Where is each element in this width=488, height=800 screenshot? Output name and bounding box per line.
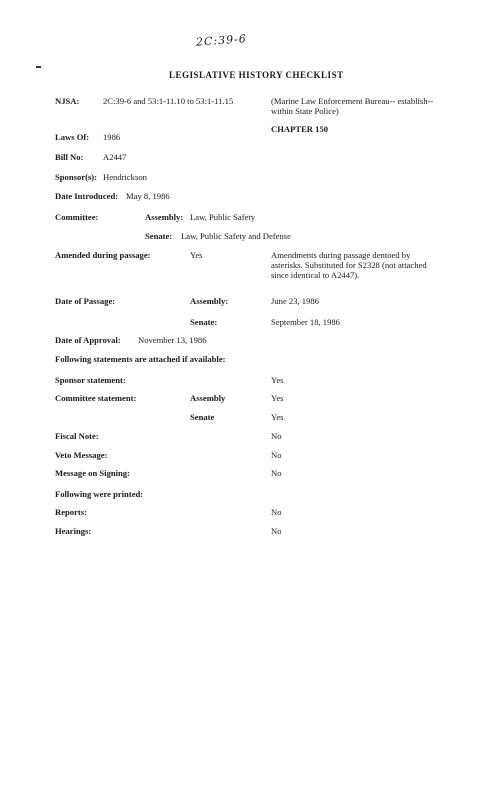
date-introduced-label: Date Introduced:	[55, 191, 119, 201]
fiscal-note-value: No	[271, 431, 282, 441]
approval-label: Date of Approval:	[55, 335, 121, 345]
message-on-signing-value: No	[271, 468, 282, 478]
passage-senate-value: September 18, 1986	[271, 317, 340, 327]
passage-senate-label: Senate:	[190, 317, 218, 327]
committee-senate-value: Law, Public Safety and Defense	[181, 231, 291, 241]
margin-mark	[36, 66, 41, 68]
sponsors-label: Sponsor(s):	[55, 172, 98, 182]
committee-statement-assembly-value: Yes	[271, 393, 284, 403]
amended-value: Yes	[190, 250, 203, 260]
njsa-value: 2C:39-6 and 53:1-11.10 to 53:1-11.15	[103, 96, 234, 106]
njsa-description: (Marine Law Enforcement Bureau-- establish-- within State Police)	[271, 96, 434, 116]
laws-of-value: 1986	[103, 132, 121, 142]
passage-assembly-value: June 23, 1986	[271, 296, 319, 306]
passage-assembly-label: Assembly:	[190, 296, 229, 306]
hearings-label: Hearings:	[55, 526, 92, 536]
message-on-signing-label: Message on Signing:	[55, 468, 130, 478]
committee-assembly-label: Assembly:	[145, 212, 184, 222]
passage-label: Date of Passage:	[55, 296, 116, 306]
committee-statement-senate-label: Senate	[190, 412, 215, 422]
amended-note: Amendments during passage dentoed by asterisks. Substituted for S2328 (not attached since identical to A2447).	[271, 250, 427, 280]
laws-of-label: Laws Of:	[55, 132, 90, 142]
attached-heading: Following statements are attached if available:	[55, 354, 226, 364]
date-introduced-value: May 8, 1986	[126, 191, 170, 201]
sponsor-statement-label: Sponsor statement:	[55, 375, 126, 385]
handwritten-code: 2C:39-6	[195, 32, 248, 49]
printed-heading: Following were printed:	[55, 489, 144, 499]
sponsor-statement-value: Yes	[271, 375, 284, 385]
chapter-number: CHAPTER 150	[271, 124, 329, 134]
committee-label: Committee:	[55, 212, 99, 222]
fiscal-note-label: Fiscal Note:	[55, 431, 99, 441]
approval-value: November 13, 1986	[138, 335, 207, 345]
bill-no-label: Bill No:	[55, 152, 84, 162]
committee-senate-label: Senate:	[145, 231, 173, 241]
committee-statement-label: Committee statement:	[55, 393, 137, 403]
page-title: LEGISLATIVE HISTORY CHECKLIST	[169, 70, 344, 80]
veto-message-label: Veto Message:	[55, 450, 108, 460]
reports-value: No	[271, 507, 282, 517]
njsa-label: NJSA:	[55, 96, 80, 106]
veto-message-value: No	[271, 450, 282, 460]
amended-label: Amended during passage:	[55, 250, 151, 260]
sponsors-value: Hendrickson	[103, 172, 147, 182]
reports-label: Reports:	[55, 507, 87, 517]
bill-no-value: A2447	[103, 152, 127, 162]
committee-statement-senate-value: Yes	[271, 412, 284, 422]
committee-assembly-value: Law, Public Safety	[190, 212, 256, 222]
hearings-value: No	[271, 526, 282, 536]
committee-statement-assembly-label: Assembly	[190, 393, 226, 403]
